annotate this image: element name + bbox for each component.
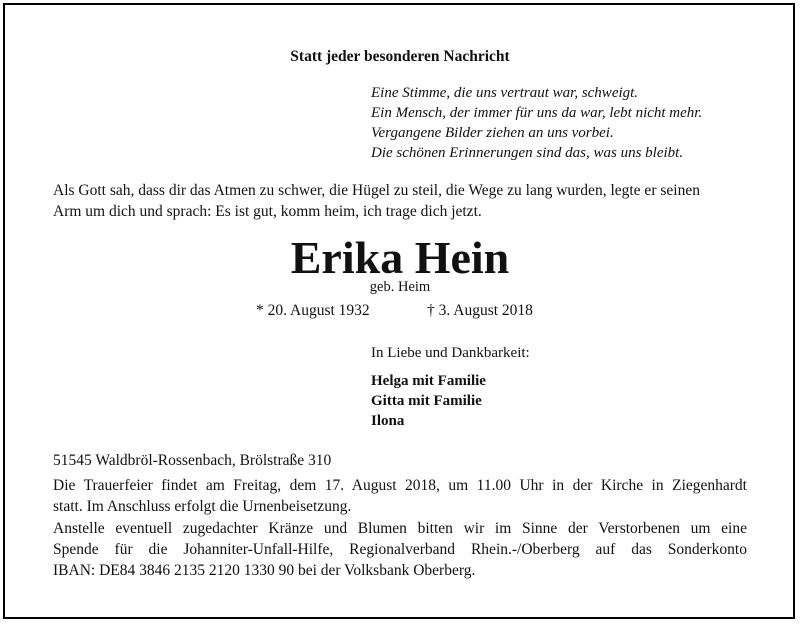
funeral-line: statt. Im Anschluss erfolgt die Urnenbeisetzung. <box>53 498 352 515</box>
funeral-info <box>53 475 747 517</box>
donation-line: IBAN: DE84 3846 2135 2120 1330 90 bei der Volksbank Oberberg. <box>53 562 476 579</box>
poem-line: Ein Mensch, der immer für uns da war, lebt nicht mehr. <box>371 105 703 121</box>
mourner: Ilona <box>371 413 405 429</box>
gratitude-line: In Liebe und Dankbarkeit: <box>371 345 530 361</box>
poem <box>371 83 702 163</box>
intro-line: Arm um dich und sprach: Es ist gut, komm heim, ich trage dich jetzt. <box>53 203 482 220</box>
address: 51545 Waldbröl-Rossenbach, Brölstraße 310 <box>53 452 332 469</box>
notice-header: Statt jeder besonderen Nachricht <box>290 48 510 65</box>
mourner: Helga mit Familie <box>371 373 486 389</box>
intro-line: Als Gott sah, dass dir das Atmen zu schwer, die Hügel zu steil, die Wege zu lang wurden, legte er seinen <box>53 182 700 199</box>
intro-text <box>53 180 748 222</box>
birth-date: * 20. August 1932 <box>256 302 370 319</box>
maiden-name: geb. Heim <box>369 279 431 295</box>
death-date: † 3. August 2018 <box>427 302 533 319</box>
donation-line: Anstelle eventuell zugedachter Kränze und Blumen bitten wir im Sinne der Verstorbenen um eine <box>53 520 747 537</box>
funeral-line: Die Trauerfeier findet am Freitag, dem 17. August 2018, um 11.00 Uhr in der Kirche in Ziegenhardt <box>53 477 747 494</box>
poem-line: Eine Stimme, die uns vertraut war, schweigt. <box>371 85 639 101</box>
deceased-name: Erika Hein <box>290 232 510 283</box>
mourner: Gitta mit Familie <box>371 393 482 409</box>
poem-line: Vergangene Bilder ziehen an uns vorbei. <box>371 125 614 141</box>
donation-info <box>53 518 747 581</box>
donation-line: Spende für die Johanniter-Unfall-Hilfe, Regionalverband Rhein.-/Oberberg auf das Sonderkonto <box>53 541 747 558</box>
poem-line: Die schönen Erinnerungen sind das, was uns bleibt. <box>371 145 684 161</box>
mourners-list <box>371 371 486 431</box>
